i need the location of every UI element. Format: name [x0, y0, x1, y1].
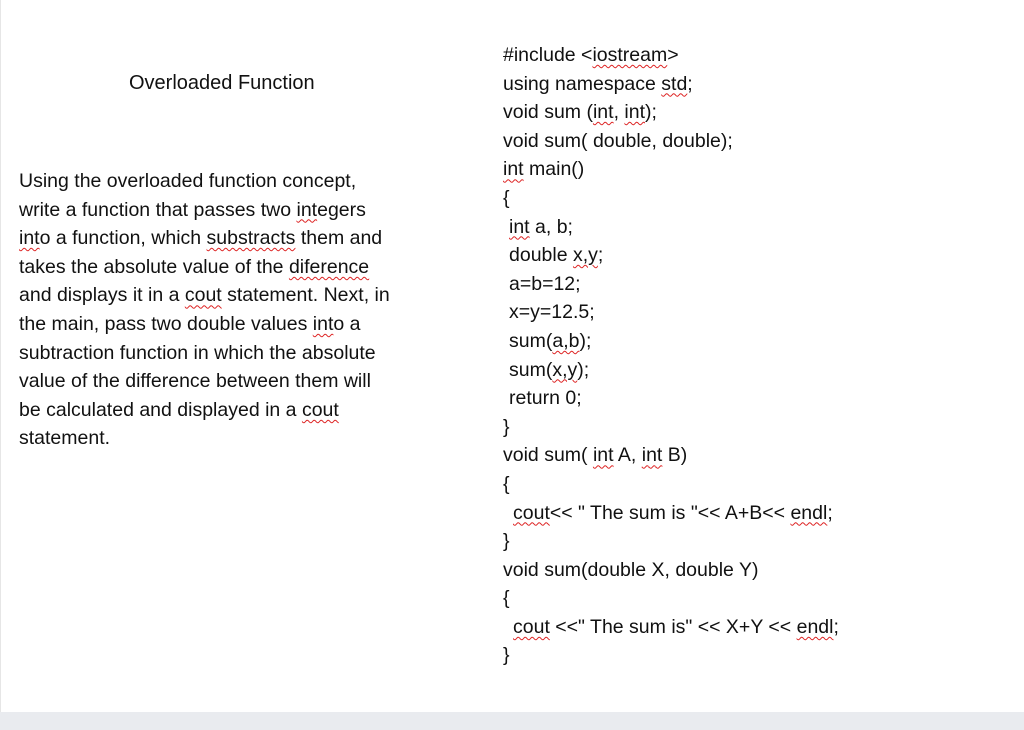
prompt-text — [19, 167, 459, 453]
spelling-squiggle: std — [661, 72, 688, 95]
prompt-line: statement. — [19, 427, 111, 450]
code-line: return 0; — [509, 387, 582, 410]
spelling-squiggle: int — [592, 444, 614, 467]
code-line: } — [503, 644, 510, 667]
spelling-squiggle: substracts — [206, 227, 296, 250]
page-title: Overloaded Function — [129, 72, 315, 94]
code-line: void sum (int, int); — [503, 101, 657, 124]
spelling-squiggle: int — [624, 101, 646, 124]
code-line: { — [503, 186, 510, 209]
spelling-squiggle: int — [312, 312, 334, 335]
spelling-squiggle: cout — [301, 398, 339, 421]
code-line: { — [503, 472, 510, 495]
prompt-line: be calculated and displayed in a cout — [19, 398, 339, 421]
prompt-line: into a function, which substracts them and — [19, 227, 383, 250]
code-line: cout <<" The sum is" << X+Y << endl; — [513, 615, 839, 638]
code-line: cout<< " The sum is "<< A+B<< endl; — [513, 501, 833, 524]
code-line: x=y=12.5; — [509, 301, 595, 324]
footer-band — [0, 712, 1024, 730]
spelling-squiggle: diference — [288, 255, 370, 278]
code-line: void sum( double, double); — [503, 129, 733, 152]
prompt-line: the main, pass two double values into a — [19, 312, 361, 335]
spelling-squiggle: int — [296, 198, 318, 221]
spelling-squiggle: a,b — [552, 329, 580, 352]
code-line: sum(x,y); — [509, 358, 590, 381]
prompt-line: value of the difference between them will — [19, 370, 371, 393]
spelling-squiggle: cout — [513, 615, 550, 638]
spelling-squiggle: int — [592, 101, 614, 124]
spelling-squiggle: endl — [790, 501, 828, 524]
code-line: sum(a,b); — [509, 329, 592, 352]
spelling-squiggle: iostream — [592, 44, 668, 66]
spelling-squiggle: int — [19, 227, 40, 250]
code-line: int main() — [503, 158, 585, 181]
code-line: void sum( int A, int B) — [503, 444, 688, 467]
code-line: } — [503, 530, 510, 553]
prompt-line: subtraction function in which the absolute — [19, 341, 376, 364]
spelling-squiggle: x,y — [572, 244, 598, 267]
code-line: double x,y; — [509, 244, 604, 267]
spelling-squiggle: endl — [796, 615, 834, 638]
code-line: { — [503, 587, 510, 610]
prompt-line: and displays it in a cout statement. Next, in — [19, 284, 390, 307]
spelling-squiggle: int — [509, 215, 530, 238]
code-block — [503, 41, 839, 670]
spelling-squiggle: int — [503, 158, 524, 181]
code-line: #include <iostream> — [503, 44, 679, 66]
spelling-squiggle: int — [641, 444, 663, 467]
spelling-squiggle: x,y — [552, 358, 578, 381]
code-line: using namespace std; — [503, 72, 693, 95]
spelling-squiggle: cout — [184, 284, 222, 307]
prompt-line: write a function that passes two integers — [19, 198, 366, 221]
prompt-line: takes the absolute value of the diference — [19, 255, 370, 278]
code-line: a=b=12; — [509, 272, 581, 295]
prompt-line: Using the overloaded function concept, — [19, 170, 357, 192]
code-line: } — [503, 415, 510, 438]
code-line: void sum(double X, double Y) — [503, 558, 759, 581]
code-line: int a, b; — [509, 215, 573, 238]
spelling-squiggle: cout — [513, 501, 550, 524]
